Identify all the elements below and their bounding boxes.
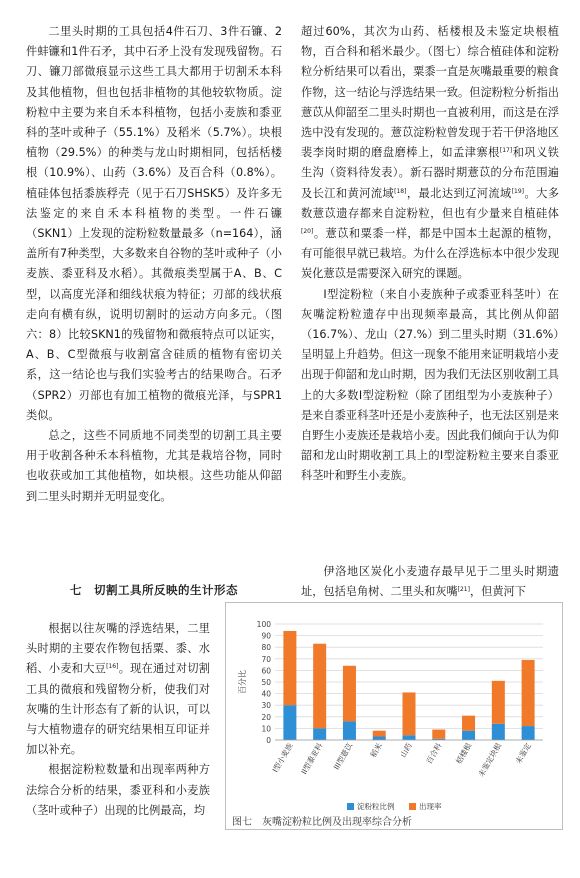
legend-swatch [347, 803, 354, 810]
x-tick-label: 栝楼根 [454, 741, 474, 766]
bar-occurrence [492, 681, 505, 724]
y-axis-label: 百分比 [238, 670, 247, 694]
starch-chart [225, 602, 563, 830]
text-run: ，最北达到辽河流域 [406, 186, 512, 200]
text-run: 伊洛地区炭化小麦遗存最早见于二里头时期遗址，包括皂角树、二里头和灰嘴 [301, 565, 559, 599]
right-paragraph-2: I型淀粉粒（来自小麦族种子或黍亚科茎叶）在灰嘴淀粉粒遗存中出现频率最高，其比例从仰韶（16.7%）、龙山（27.%）到二里头时期（31.6%）呈明显上升趋势。但这一现象不能用来证明栽培小麦出现于仰韶和龙山时期，因为我们无法区别收割工具上的大多数I型淀粉粒（除了团组型为小麦族种子）是来自黍亚科茎叶还是小麦族种子，也无法区别是来自野生小麦族还是栽培小麦。因此我们倾向于认为仰韶和龙山时期收割工具上的I型淀粉粒主要来自黍亚科茎叶和野生小麦族。 [301, 287, 559, 483]
ref-21: [21] [457, 586, 470, 594]
legend-swatch [409, 803, 416, 810]
figure-caption: 图七 灰嘴淀粉粒比例及出现率综合分析 [232, 817, 412, 828]
bar-ratio [343, 721, 356, 740]
left-bottom-paragraph-1 [26, 619, 210, 760]
bar-ratio [492, 724, 505, 740]
text-run: ，但黄河下 [469, 585, 526, 599]
bar-occurrence [522, 660, 535, 726]
text-run: 。薏苡和粟黍一样，都是中国本土起源的植物，有可能很早就已栽培。为什么在浮选标本中很少发现炭化薏苡是需要深入研究的课题。 [301, 227, 559, 281]
bar-ratio [313, 728, 326, 740]
x-tick-label: 百合科 [424, 741, 444, 766]
bar-occurrence [283, 631, 296, 705]
x-tick-label: I型小麦族 [270, 741, 295, 774]
left-bottom-paragraph-2: 根据淀粉粒数量和出现率两种方法综合分析的结果，黍亚科和小麦族（茎叶或种子）出现的比例最高，均 [26, 763, 210, 817]
text-run: 超过60%，其次为山药、栝楼根及未鉴定块根植物，百合科和稻米最少。（图七）综合植硅体和淀粉粒分析结果可以看出，粟黍一直是灰嘴最重要的粮食作物，这一结论与浮选结果一致。但淀粉粒分析指出薏苡从仰韶至二里头时期也一直被利用，而这是在浮选中没有发现的。薏苡淀粉粒曾发现于若干伊洛地区裴李岗时期的磨盘磨棒上，如孟津寨根 [301, 25, 559, 160]
left-bottom-column [26, 619, 210, 821]
text-run: 根据以往灰嘴的浮选结果，二里头时期的主要农作物包括粟、黍、水稻、小麦和大豆 [26, 622, 210, 676]
y-tick-label: 10 [261, 724, 271, 734]
y-tick-label: 70 [261, 654, 271, 664]
y-tick-label: 0 [266, 736, 271, 745]
y-tick-label: 20 [261, 712, 271, 722]
left-paragraph-1: 二里头时期的工具包括4件石刀、3件石镰、2件蚌镰和1件石矛，其中石矛上没有发现残留物。石刀、镰刀部微痕显示这些工具大都用于切割禾本科及其他植物，但也包括非植物的其他较软物质。淀粉粒中主要为来自禾本科植物，包括小麦族和黍亚科的茎叶或种子（55.1%）及稻米（5.7%）。块根植物（29.5%）的种类与龙山时期相同，包括栝楼根（10.9%）、山药（3.6%）及百合科（0.8%）。植硅体包括黍族稃壳（见于石刀SHSK5）及许多无法鉴定的来自禾本科植物的类型。一件石镰（SKN1）上发现的淀粉粒数量最多（n=164），涵盖所有7种类型，大多数来自谷物的茎叶或种子（小麦族、黍亚科及水稻）。其微痕类型属于A、B、C型，以高度光泽和细线状痕为特征；刃部的线状痕走向有横有纵，说明切割时的运动方向多元。（图六：8）比较SKN1的残留物和微痕特点可以证实，A、B、C型微痕与收割富含硅质的植物有密切关系，这一结论也与我们实验考古的结果吻合。石矛（SPR2）刃部也有加工植物的微痕光泽，与SPR1类似。 [26, 25, 282, 422]
bar-occurrence [343, 666, 356, 722]
y-tick-label: 40 [261, 689, 271, 699]
chart-frame [226, 603, 563, 830]
legend-label: 淀粉粒比例 [357, 802, 395, 811]
ref-17: [17] [499, 147, 513, 155]
y-tick-label: 60 [261, 666, 271, 676]
y-tick-label: 80 [261, 643, 271, 653]
bar-occurrence [313, 644, 326, 729]
ref-18: [18] [394, 187, 407, 195]
ref-19: [19] [511, 187, 525, 195]
right-bottom-paragraph [301, 562, 559, 602]
bar-occurrence [462, 716, 475, 731]
bar-occurrence [403, 692, 416, 735]
x-tick-label: III型薏苡 [331, 741, 355, 772]
section-heading: 七 切割工具所反映的生计形态 [70, 583, 238, 597]
y-tick-label: 30 [261, 701, 271, 711]
bar-ratio [462, 731, 475, 740]
x-tick-label: 未鉴定块根 [476, 741, 504, 779]
right-column [301, 22, 559, 487]
x-tick-label: 未鉴定 [513, 741, 533, 766]
text-run: 和巩义铁生沟（资料待发表）。新石器时期薏苡的分布范围遍及长江和黄河流域 [301, 146, 559, 200]
left-column [26, 22, 282, 507]
left-paragraph-2: 总之，这些不同质地不同类型的切割工具主要用于收割各种禾本科植物，尤其是栽培谷物，同时也收获或加工其他植物，如块根。这些功能从仰韶到二里头时期并无明显变化。 [26, 429, 282, 503]
right-paragraph-3 [301, 562, 559, 602]
y-tick-label: 50 [261, 678, 271, 687]
bar-ratio [522, 726, 535, 740]
right-paragraph-1 [301, 22, 559, 285]
bar-occurrence [432, 730, 445, 739]
text-run: 。现在通过对切割工具的微痕和残留物分析，使我们对灰嘴的生计形态有了新的认识，可以与大植物遗存的研究结果相互印证并加以补充。 [26, 662, 210, 757]
y-tick-label: 90 [261, 631, 271, 641]
ref-20: [20] [301, 228, 314, 236]
x-tick-label: 山药 [398, 741, 414, 759]
bar-ratio [403, 735, 416, 740]
legend-label: 出现率 [419, 802, 442, 811]
y-tick-label: 100 [256, 620, 271, 629]
text-run: 。大多数薏苡遗存都来自淀粉粒，但也有少量来自植硅体 [301, 186, 559, 220]
x-tick-label: II型黍亚科 [299, 741, 325, 776]
bar-ratio [283, 705, 296, 740]
bar-ratio [373, 737, 386, 740]
ref-16: [16] [106, 663, 119, 671]
bar-occurrence [373, 731, 386, 737]
x-tick-label: 稻米 [368, 741, 384, 759]
